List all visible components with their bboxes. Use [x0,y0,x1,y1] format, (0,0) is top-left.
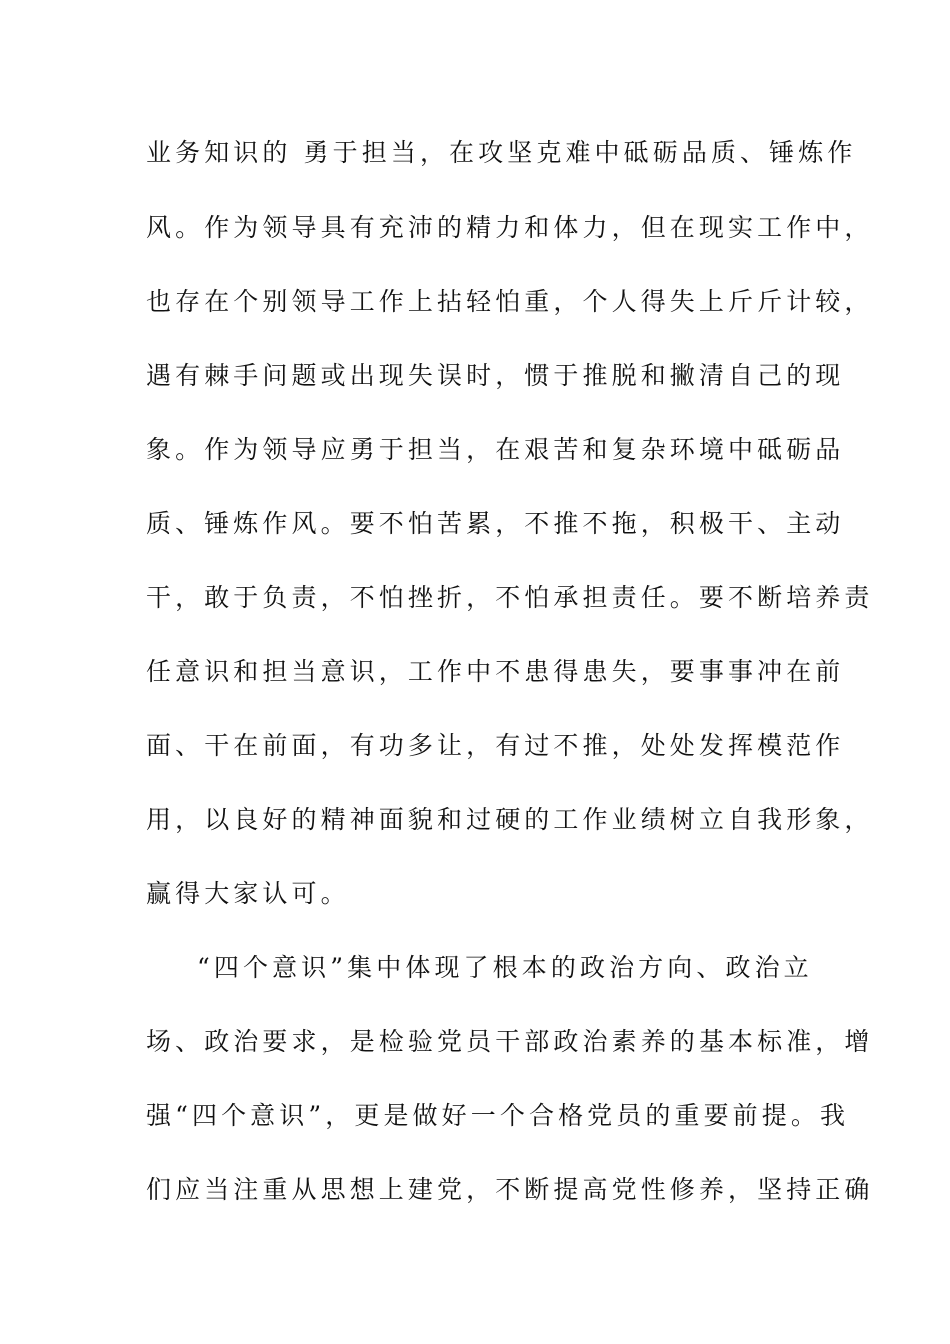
text-line: 干，敢于负责，不怕挫折，不怕承担责任。要不断培养责 [146,583,874,612]
text-line: 们应当注重从思想上建党，不断提高党性修养，坚持正确 [146,1175,874,1204]
text-line: 场、政治要求，是检验党员干部政治素养的基本标准，增 [146,1027,874,1056]
text-line: 用，以良好的精神面貌和过硬的工作业绩树立自我形象， [146,805,874,834]
text-line: 质、锤炼作风。要不怕苦累，不推不拖，积极干、主动 [146,509,845,538]
text-line: 面、干在前面，有功多让，有过不推，处处发挥模范作 [146,731,845,760]
text-line: 任意识和担当意识，工作中不患得患失，要事事冲在前 [146,657,845,686]
text-line: 遇有棘手问题或出现失误时，惯于推脱和撇清自己的现 [146,361,845,390]
text-line: 风。作为领导具有充沛的精力和体力，但在现实工作中， [146,213,874,242]
text-line: 业务知识的 勇于担当，在攻坚克难中砥砺品质、锤炼作 [146,138,857,167]
text-line: 也存在个别领导工作上拈轻怕重，个人得失上斤斤计较， [146,287,874,316]
text-line: 赢得大家认可。 [146,879,350,908]
paragraph-first-line: “四个意识”集中体现了根本的政治方向、政治立 [197,953,813,982]
text-line: 强“四个意识”，更是做好一个合格党员的重要前提。我 [146,1101,850,1130]
text-line: 象。作为领导应勇于担当，在艰苦和复杂环境中砥砺品 [146,435,845,464]
